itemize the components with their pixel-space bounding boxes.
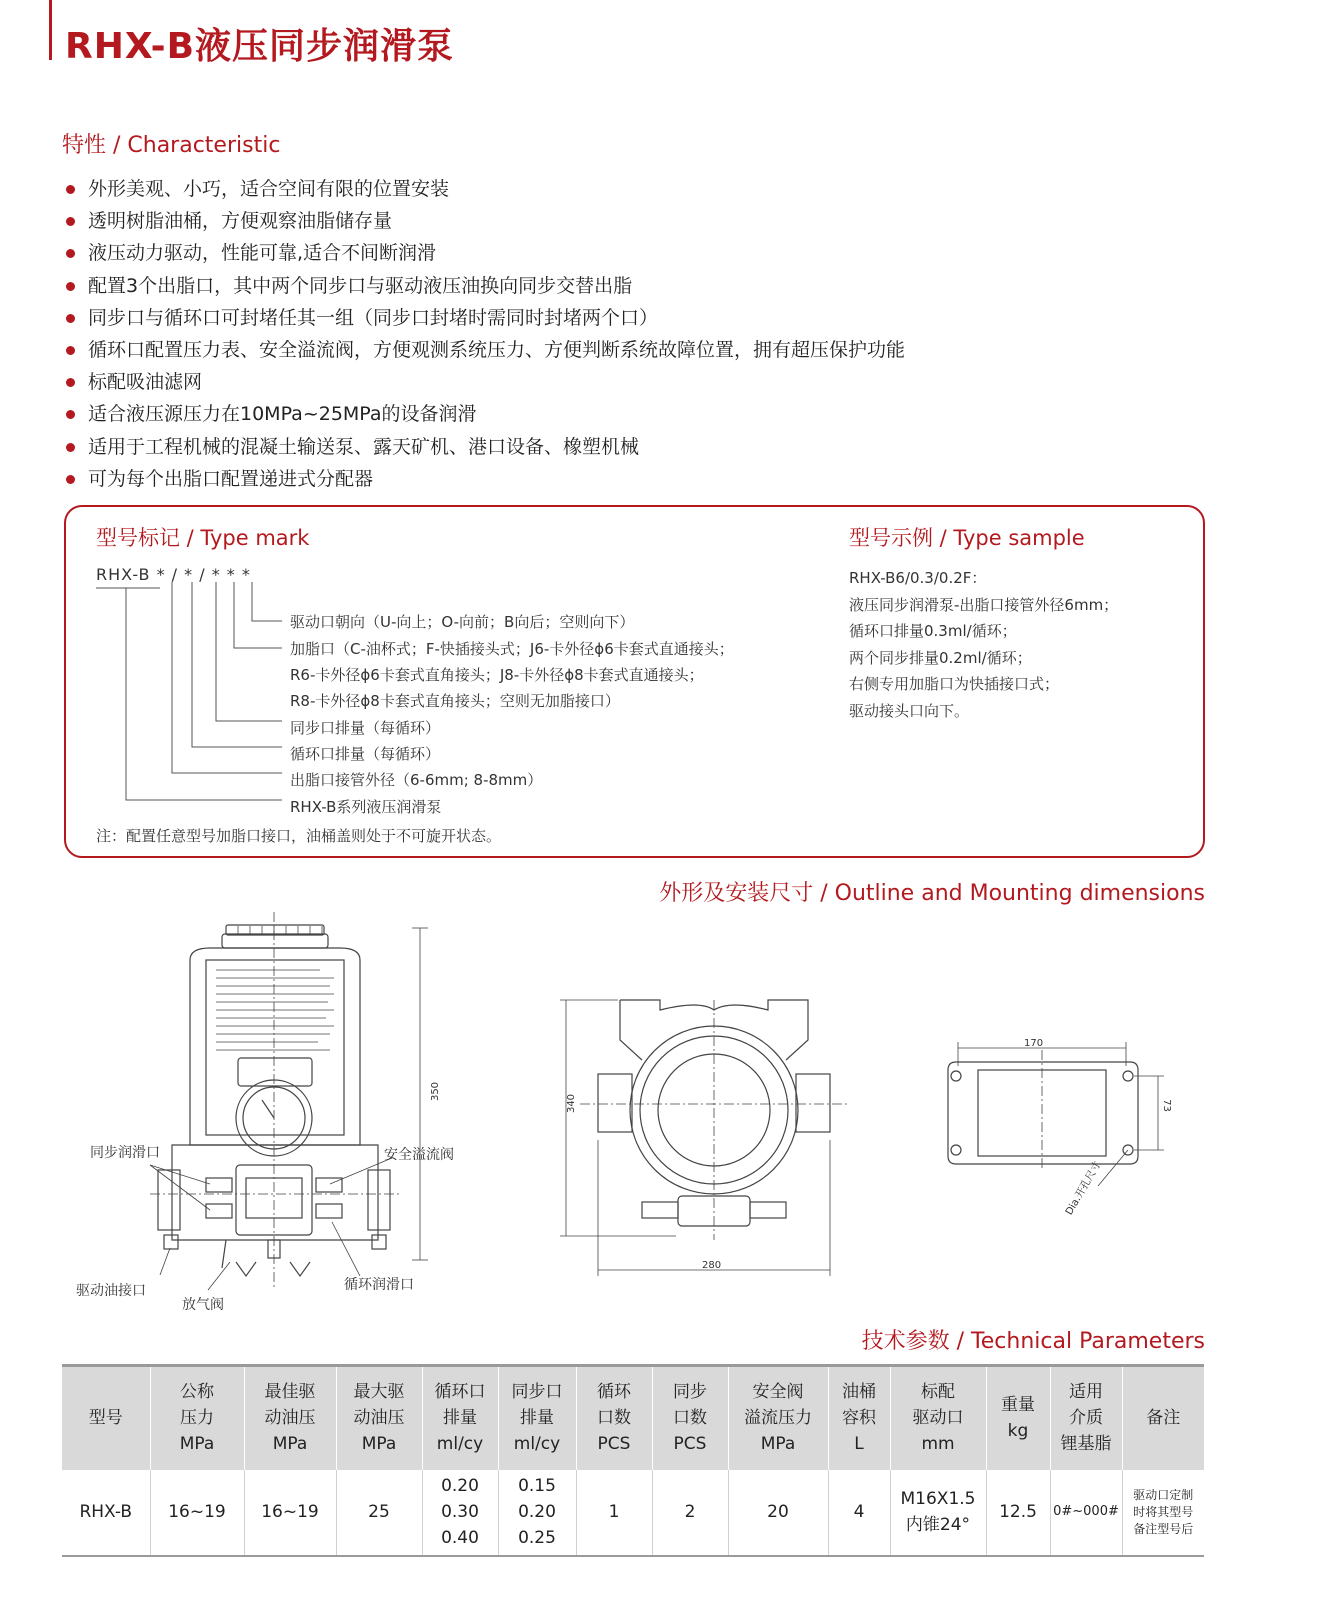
table-cell: 0.15 0.20 0.25 [498, 1470, 576, 1556]
tech-heading: 技术参数 / Technical Parameters [861, 1329, 1205, 1354]
front-view-drawing [150, 912, 428, 1290]
type-mark-item: R8-卡外径ϕ8卡套式直角接头；空则无加脂接口） [290, 692, 620, 710]
table-header: 循环 口数 PCS [576, 1366, 652, 1470]
dim-hole-note: Dia.开孔尺寸 [1063, 1159, 1104, 1218]
table-cell: M16X1.5 内锥24° [890, 1470, 986, 1556]
table-cell: 0#~000# [1050, 1470, 1122, 1556]
table-header: 循环口 排量 ml/cy [422, 1366, 498, 1470]
table-header: 最大驱 动油压 MPa [336, 1366, 422, 1470]
type-mark-note: 注：配置任意型号加脂口接口，油桶盖则处于不可旋开状态。 [96, 827, 502, 845]
type-sample-line: 循环口排量0.3ml/循环； [849, 622, 1017, 640]
tech-header-row [62, 1366, 1204, 1470]
table-row [62, 1470, 1204, 1556]
table-cell: 16~19 [150, 1470, 244, 1556]
table-header: 同步口 排量 ml/cy [498, 1366, 576, 1470]
table-cell: 16~19 [244, 1470, 336, 1556]
type-mark-code: RHX-B * / * / * * * [96, 565, 251, 584]
table-cell: 25 [336, 1470, 422, 1556]
table-cell: 20 [728, 1470, 828, 1556]
vent-valve-label: 放气阀 [182, 1297, 224, 1313]
list-item: 标配吸油滤网 [64, 366, 905, 398]
dim-depth: 340 [566, 1093, 578, 1114]
type-mark-item: R6-卡外径ϕ6卡套式直角接头；J8-卡外径ϕ8卡套式直通接头； [290, 666, 704, 684]
type-sample-line: 两个同步排量0.2ml/循环； [849, 649, 1032, 667]
list-item: 同步口与循环口可封堵任其一组（同步口封堵时需同时封堵两个口） [64, 302, 905, 334]
list-item: 液压动力驱动，性能可靠,适合不间断润滑 [64, 237, 905, 269]
list-item: 外形美观、小巧，适合空间有限的位置安装 [64, 173, 905, 205]
sync-port-label: 同步润滑口 [90, 1145, 160, 1161]
list-item: 可为每个出脂口配置递进式分配器 [64, 463, 905, 495]
page-title: RHX-B液压同步润滑泵 [65, 26, 455, 67]
list-item: 适用于工程机械的混凝土输送泵、露天矿机、港口设备、橡塑机械 [64, 431, 905, 463]
table-header: 油桶 容积 L [828, 1366, 890, 1470]
table-header: 标配 驱动口 mm [890, 1366, 986, 1470]
outline-heading: 外形及安装尺寸 / Outline and Mounting dimensions [659, 881, 1205, 906]
list-item: 循环口配置压力表、安全溢流阀，方便观测系统压力、方便判断系统故障位置，拥有超压保护功能 [64, 334, 905, 366]
table-cell: 1 [576, 1470, 652, 1556]
type-mark-item: 出脂口接管外径（6-6mm; 8-8mm） [290, 771, 543, 789]
table-cell: 0.20 0.30 0.40 [422, 1470, 498, 1556]
type-mark-item: 循环口排量（每循环） [290, 745, 441, 763]
dim-height: 350 [430, 1081, 442, 1102]
mounting-view-drawing [948, 1042, 1164, 1186]
type-sample-heading: 型号示例 / Type sample [849, 526, 1085, 550]
table-header: 安全阀 溢流压力 MPa [728, 1366, 828, 1470]
type-sample-line: 液压同步润滑泵-出脂口接管外径6mm； [849, 596, 1119, 614]
type-mark-item: RHX-B系列液压润滑泵 [290, 798, 442, 816]
type-mark-heading: 型号标记 / Type mark [96, 526, 310, 550]
type-sample-line: RHX-B6/0.3/0.2F： [849, 569, 987, 587]
list-item: 透明树脂油桶，方便观察油脂储存量 [64, 205, 905, 237]
dim-mount-width: 170 [1024, 1038, 1044, 1049]
table-header: 备注 [1122, 1366, 1204, 1470]
cycle-port-label: 循环润滑口 [344, 1277, 414, 1293]
type-sample-line: 右侧专用加脂口为快插接口式； [849, 675, 1060, 693]
table-cell: 驱动口定制 时将其型号 备注型号后 [1122, 1470, 1204, 1556]
table-cell: 2 [652, 1470, 728, 1556]
characteristic-heading: 特性 / Characteristic [62, 133, 281, 158]
dim-mount-height: 73 [1160, 1099, 1172, 1112]
dim-width: 280 [702, 1260, 722, 1271]
drive-port-label: 驱动油接口 [76, 1283, 146, 1299]
table-header: 最佳驱 动油压 MPa [244, 1366, 336, 1470]
type-sample-line: 驱动接头口向下。 [849, 702, 970, 720]
table-cell: 4 [828, 1470, 890, 1556]
type-mark-item: 驱动口朝向（U-向上；O-向前；B向后；空则向下） [290, 613, 635, 631]
table-header: 同步 口数 PCS [652, 1366, 728, 1470]
tech-table [62, 1364, 1204, 1557]
table-header: 型号 [62, 1366, 150, 1470]
table-cell: 12.5 [986, 1470, 1050, 1556]
list-item: 适合液压源压力在10MPa~25MPa的设备润滑 [64, 398, 905, 430]
table-header: 重量 kg [986, 1366, 1050, 1470]
type-mark-item: 同步口排量（每循环） [290, 719, 441, 737]
top-view-drawing [560, 1000, 850, 1276]
safety-valve-label: 安全溢流阀 [384, 1147, 454, 1163]
list-item: 配置3个出脂口，其中两个同步口与驱动液压油换向同步交替出脂 [64, 270, 905, 302]
table-header: 公称 压力 MPa [150, 1366, 244, 1470]
table-header: 适用 介质 锂基脂 [1050, 1366, 1122, 1470]
type-mark-item: 加脂口（C-油杯式；F-快插接头式；J6-卡外径ϕ6卡套式直通接头； [290, 640, 734, 658]
table-cell: RHX-B [79, 1502, 133, 1522]
